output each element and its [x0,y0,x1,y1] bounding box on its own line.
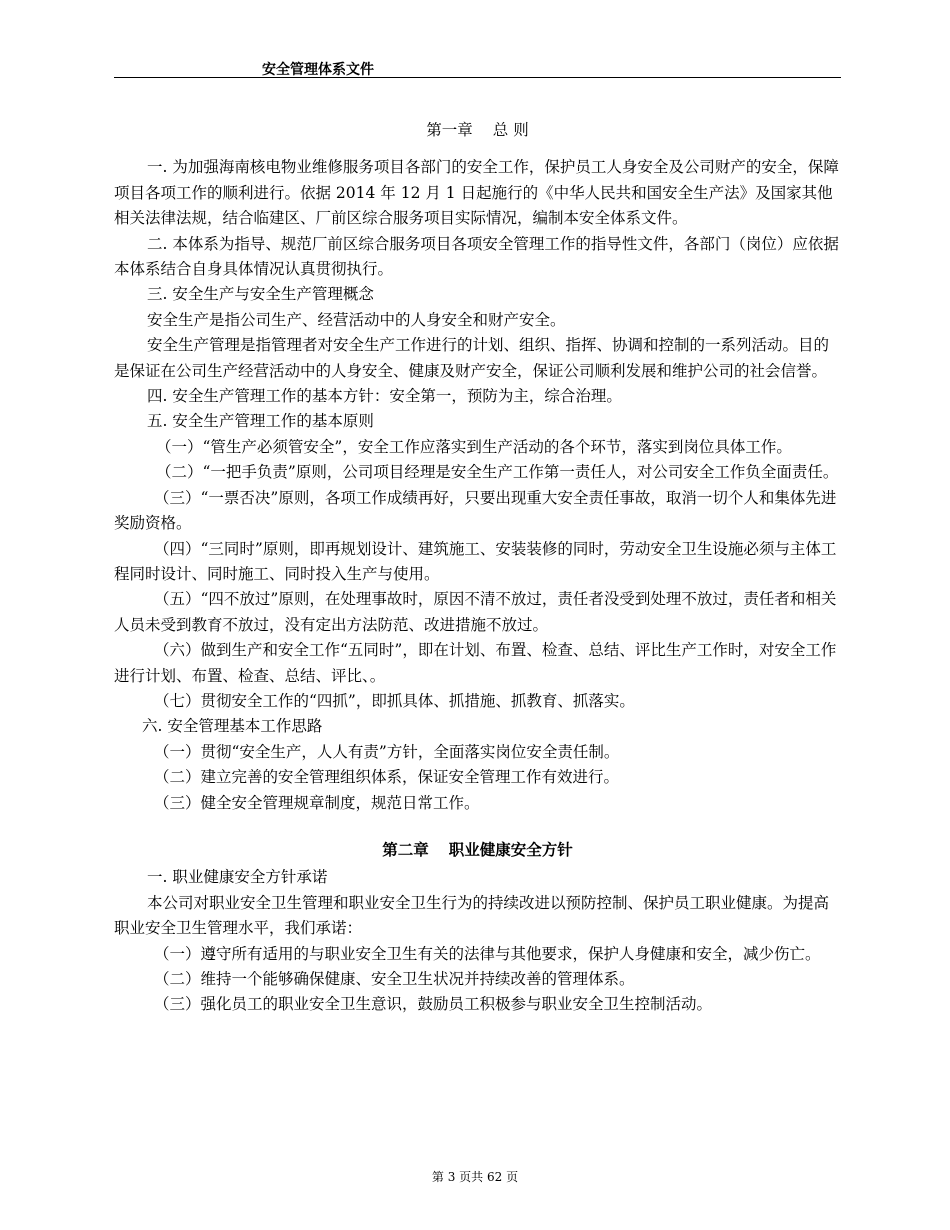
section-heading: 六. 安全管理基本工作思路 [142,717,323,736]
paragraph: 二. 本体系为指导、规范厂前区综合服务项目各项安全管理工作的指导性文件，各部门（岗位）应依据本体系结合自身具体情况认真贯彻执行。 [114,234,839,279]
list-item: （三）强化员工的职业安全卫生意识，鼓励员工积极参与职业安全卫生控制活动。 [154,995,713,1014]
section-heading: 一. 职业健康安全方针承诺 [147,868,328,887]
list-item: （一）贯彻“安全生产，人人有责”方针，全面落实岗位安全责任制。 [154,742,620,761]
list-item: （三）“一票否决”原则，各项工作成绩再好，只要出现重大安全责任事故，取消一切个人和集体先进奖励资格。 [114,488,837,533]
list-item: （二）“一把手负责”原则，公司项目经理是安全生产工作第一责任人，对公司安全工作负全面责任。 [156,463,839,482]
chapter-2-name: 职业健康安全方针 [448,840,573,859]
paragraph: 一. 为加强海南核电物业维修服务项目各部门的安全工作，保护员工人身安全及公司财产的安全，保障项目各项工作的顺利进行。依据 2014 年 12 月 1 日起施行的《中华人民共和国安全生产法》及国家其他相关法律法规，结合临建区、厂前区综合服务项目实际情况，编制本安全体系文件。 [114,158,839,228]
list-item: （七）贯彻安全工作的“四抓”，即抓具体、抓措施、抓教育、抓落实。 [154,691,635,710]
chapter-1-number: 第一章 [426,121,473,139]
section-heading: 三. 安全生产与安全生产管理概念 [147,285,374,304]
header-title: 安全管理体系文件 [262,62,374,78]
section-heading: 五. 安全生产管理工作的基本原则 [147,412,374,431]
list-item: （五）“四不放过”原则，在处理事故时，原因不清不放过，责任者没受到处理不放过，责任者和相关人员未受到教育不放过，没有定出方法防范、改进措施不放过。 [114,590,837,634]
paragraph: 四. 安全生产管理工作的基本方针：安全第一，预防为主，综合治理。 [147,387,622,406]
list-item: （四）“三同时”原则，即再规划设计、建筑施工、安装装修的同时，劳动安全卫生设施必须与主体工程同时设计、同时施工、同时投入生产与使用。 [114,539,837,583]
list-item: （一）“管生产必须管安全”，安全工作应落实到生产活动的各个环节，落实到岗位具体工作。 [156,437,792,456]
list-item: （三）健全安全管理规章制度，规范日常工作。 [154,793,480,812]
paragraph: 安全生产是指公司生产、经营活动中的人身安全和财产安全。 [147,310,566,329]
chapter-1-title [114,118,841,143]
page-header [114,57,841,78]
document-body [114,118,841,1018]
paragraph: 本公司对职业安全卫生管理和职业安全卫生行为的持续改进以预防控制、保护员工职业健康。为提高职业安全卫生管理水平，我们承诺： [114,893,830,938]
chapter-1-name: 总 则 [492,121,529,139]
chapter-2-title [114,838,841,863]
chapter-2-number: 第二章 [382,840,429,859]
list-item: （一）遵守所有适用的与职业安全卫生有关的法律与其他要求，保护人身健康和安全，减少伤亡。 [154,944,821,963]
list-item: （六）做到生产和安全工作“五同时”，即在计划、布置、检查、总结、评比生产工作时，对安全工作进行计划、布置、检查、总结、评比、。 [114,641,837,685]
paragraph: 安全生产管理是指管理者对安全生产工作进行的计划、组织、指挥、协调和控制的一系列活动。目的是保证在公司生产经营活动中的人身安全、健康及财产安全，保证公司顺利发展和维护公司的社会信誉。 [114,336,830,380]
list-item: （二）维持一个能够确保健康、安全卫生状况并持续改善的管理体系。 [154,970,635,988]
list-item: （二）建立完善的安全管理组织体系，保证安全管理工作有效进行。 [154,768,620,787]
page-footer: 第 3 页共 62 页 [431,1170,519,1184]
